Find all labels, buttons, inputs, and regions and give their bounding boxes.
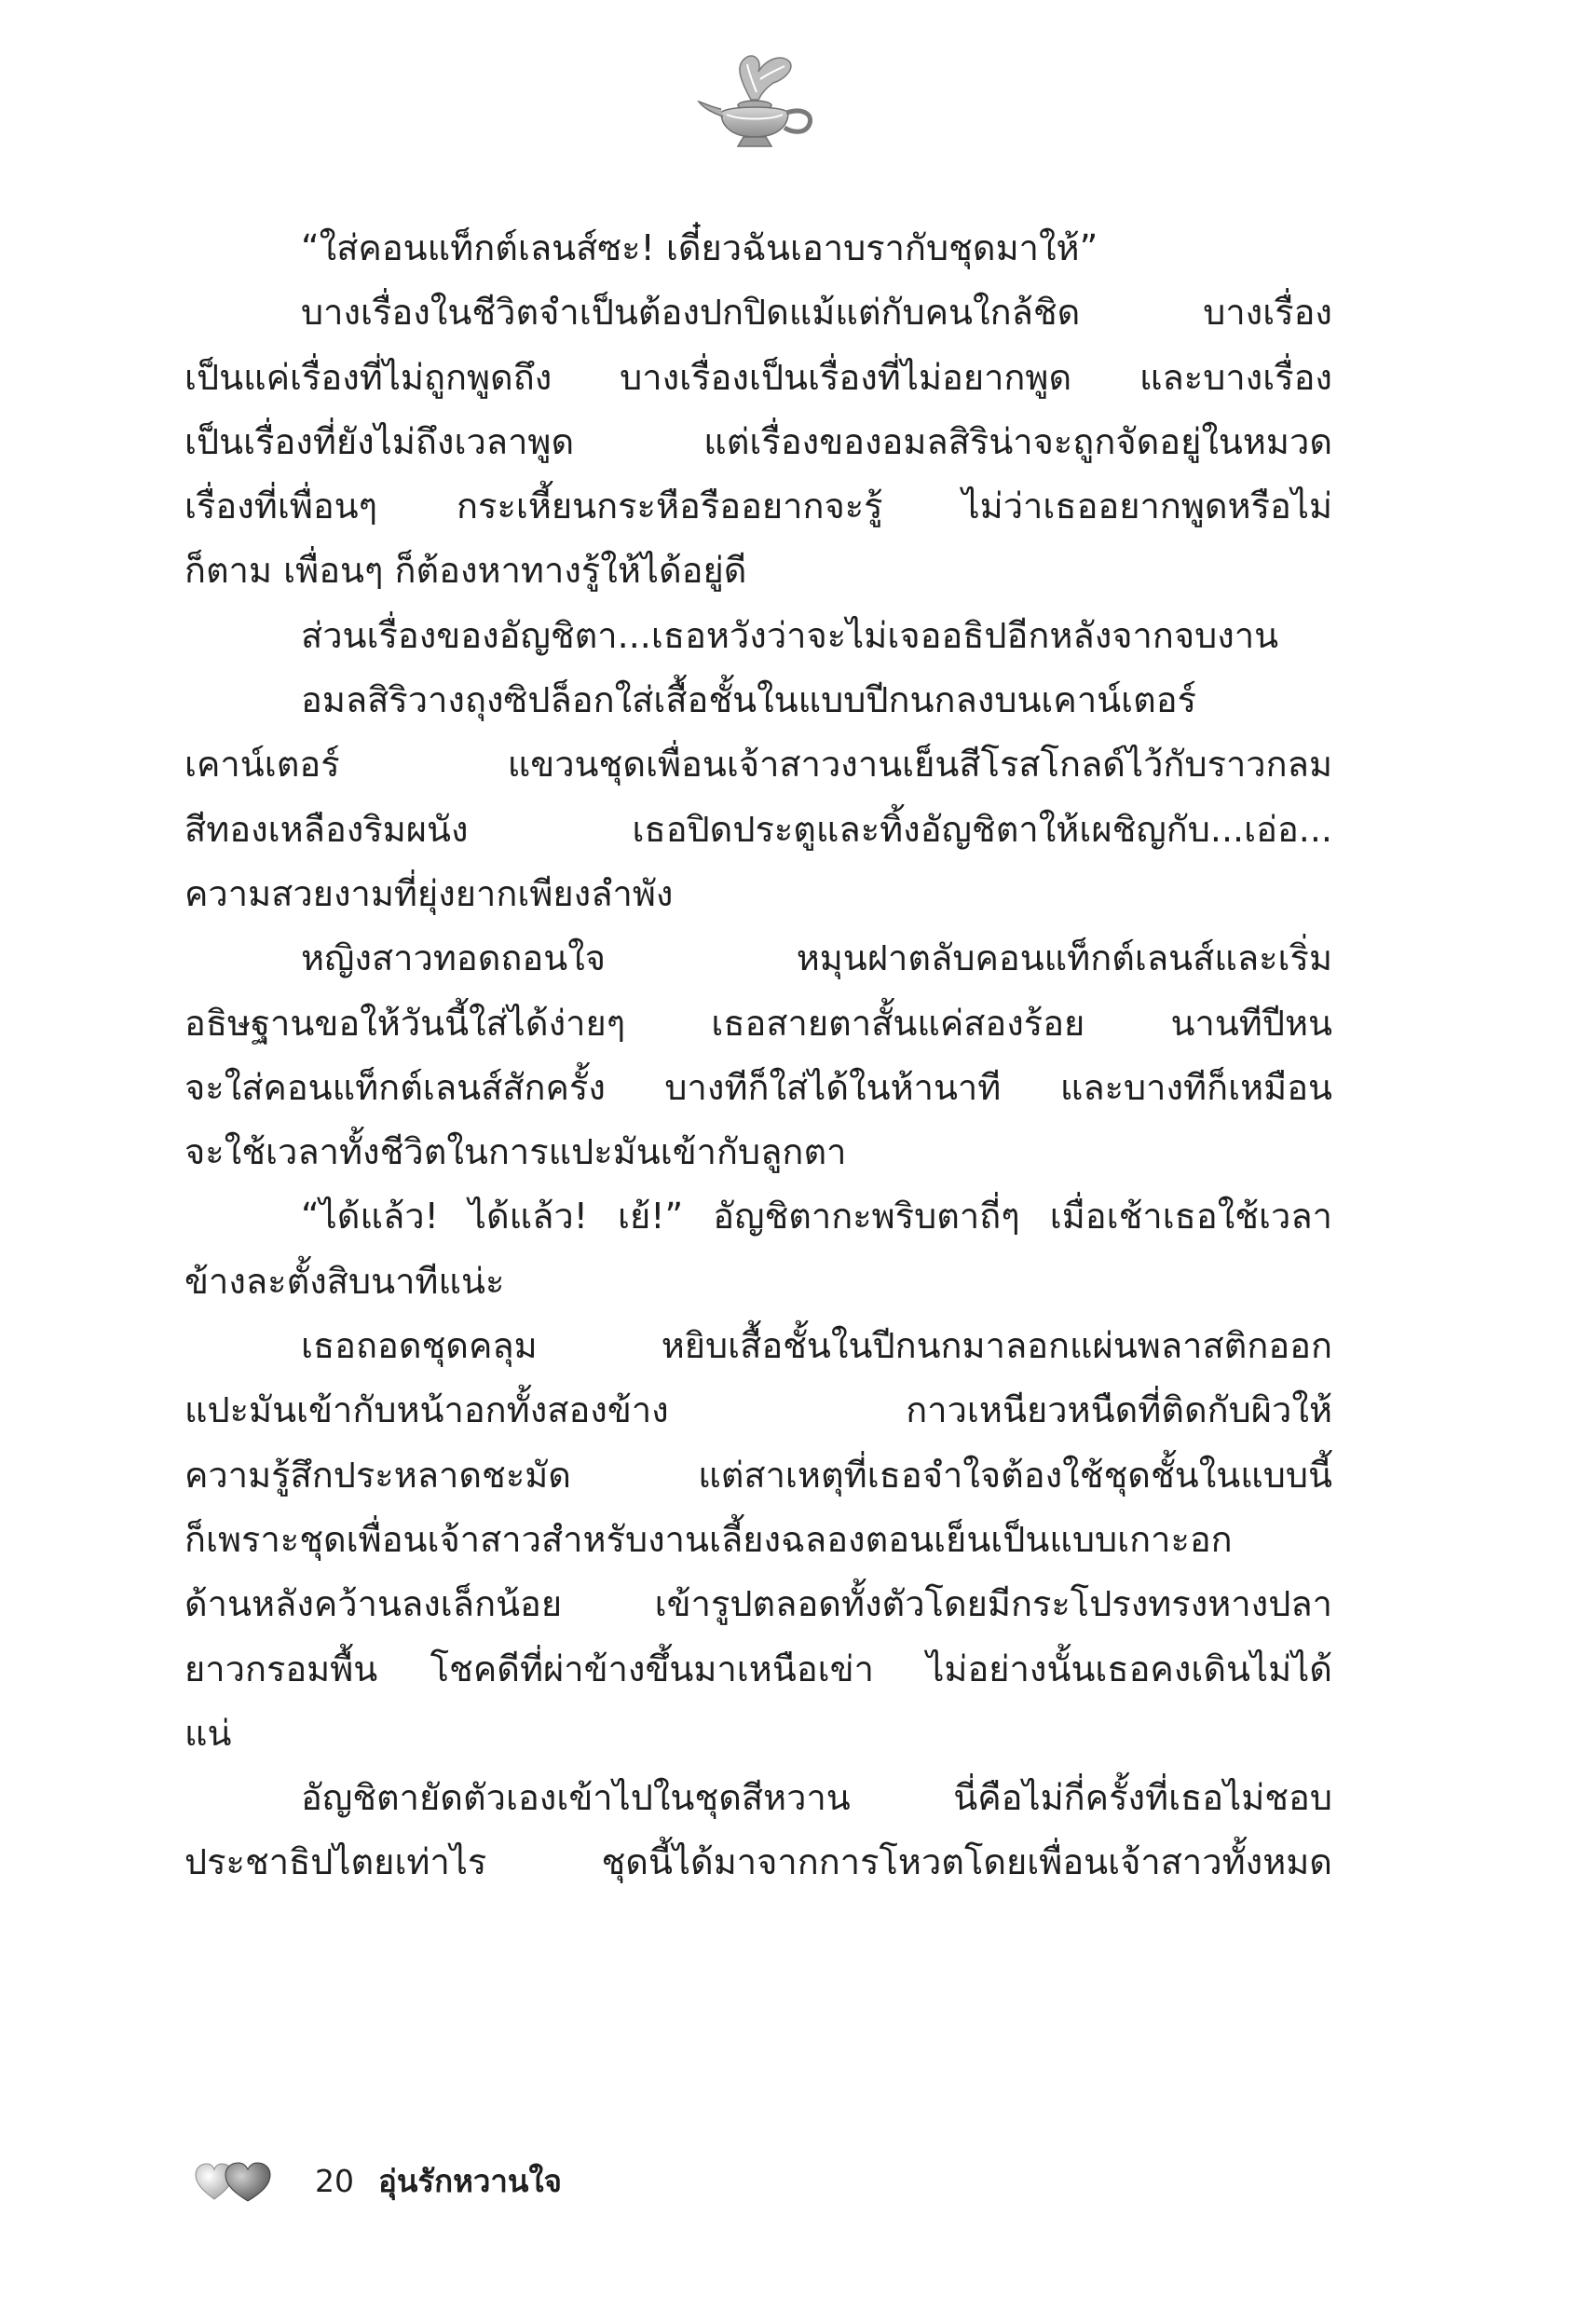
text-line: อธิษฐานขอให้วันนี้ใส่ได้ง่ายๆ เธอสายตาสั้นแค่สองร้อย นานทีปีหน bbox=[184, 1002, 1332, 1044]
text-line: ความรู้สึกประหลาดชะมัด แต่สาเหตุที่เธอจำใจต้องใช้ชุดชั้นในแบบนี้ bbox=[184, 1454, 1332, 1496]
text-line: เป็นเรื่องที่ยังไม่ถึงเวลาพูด แต่เรื่องของอมลสิริน่าจะถูกจัดอยู่ในหมวด bbox=[184, 420, 1332, 462]
text-line: ก็ตาม เพื่อนๆ ก็ต้องหาทางรู้ให้ได้อยู่ดี bbox=[184, 550, 747, 592]
text-line: เป็นแค่เรื่องที่ไม่ถูกพูดถึง บางเรื่องเป็นเรื่องที่ไม่อยากพูด และบางเรื่อง bbox=[184, 356, 1332, 398]
text-line: สีทองเหลืองริมผนัง เธอปิดประตูและทิ้งอัญชิตาให้เผชิญกับ...เอ่อ... bbox=[184, 808, 1332, 850]
text-line: อมลสิริวางถุงซิปล็อกใส่เสื้อชั้นในแบบปีกนกลงบนเคาน์เตอร์ bbox=[301, 679, 1197, 721]
text-line: ประชาธิปไตยเท่าไร ชุดนี้ได้มาจากการโหวตโดยเพื่อนเจ้าสาวทั้งหมด bbox=[184, 1841, 1332, 1883]
text-line: เรื่องที่เพื่อนๆ กระเหี้ยนกระหือรืออยากจะรู้ ไม่ว่าเธออยากพูดหรือไม่ bbox=[184, 485, 1332, 527]
page-footer bbox=[194, 2158, 753, 2205]
page-number: 20 bbox=[315, 2163, 354, 2199]
text-line: “ได้แล้ว! ได้แล้ว! เย้!” อัญชิตากะพริบตาถี่ๆ เมื่อเช้าเธอใช้เวลา bbox=[301, 1196, 1332, 1238]
text-line: ด้านหลังคว้านลงเล็กน้อย เข้ารูปตลอดทั้งตัวโดยมีกระโปรงทรงหางปลา bbox=[184, 1583, 1332, 1625]
text-line: อัญชิตายัดตัวเองเข้าไปในชุดสีหวาน นี่คือไม่กี่ครั้งที่เธอไม่ชอบ bbox=[301, 1777, 1332, 1819]
text-line: “ใส่คอนแท็กต์เลนส์ซะ! เดี๋ยวฉันเอาบรากับชุดมาให้” bbox=[301, 227, 1098, 268]
text-line: ข้างละตั้งสิบนาทีแน่ะ bbox=[184, 1260, 505, 1302]
text-line: ยาวกรอมพื้น โชคดีที่ผ่าข้างขึ้นมาเหนือเข่า ไม่อย่างนั้นเธอคงเดินไม่ได้ bbox=[184, 1648, 1332, 1689]
hearts-icon bbox=[194, 2162, 276, 2203]
text-line: เคาน์เตอร์ แขวนชุดเพื่อนเจ้าสาวงานเย็นสีโรสโกลด์ไว้กับราวกลม bbox=[184, 744, 1332, 786]
text-line: แปะมันเข้ากับหน้าอกทั้งสองข้าง กาวเหนียวหนืดที่ติดกับผิวให้ bbox=[184, 1389, 1332, 1431]
text-line: หญิงสาวทอดถอนใจ หมุนฝาตลับคอนแท็กต์เลนส์และเริ่ม bbox=[301, 937, 1332, 979]
cupid-teapot-ornament-icon bbox=[693, 51, 824, 152]
text-line: แน่ bbox=[184, 1712, 232, 1754]
book-title: อุ่นรักหวานใจ bbox=[378, 2163, 562, 2199]
text-line: บางเรื่องในชีวิตจำเป็นต้องปกปิดแม้แต่กับคนใกล้ชิด บางเรื่อง bbox=[301, 292, 1332, 334]
text-line: เธอถอดชุดคลุม หยิบเสื้อชั้นในปีกนกมาลอกแผ่นพลาสติกออก bbox=[301, 1325, 1332, 1367]
text-line: ส่วนเรื่องของอัญชิตา...เธอหวังว่าจะไม่เจออธิปอีกหลังจากจบงาน bbox=[301, 614, 1279, 656]
body-text bbox=[184, 216, 1332, 1895]
text-line: จะใส่คอนแท็กต์เลนส์สักครั้ง บางทีก็ใส่ได้ในห้านาที และบางทีก็เหมือน bbox=[184, 1066, 1332, 1108]
text-line: ความสวยงามที่ยุ่งยากเพียงลำพัง bbox=[184, 872, 674, 914]
text-line: จะใช้เวลาทั้งชีวิตในการแปะมันเข้ากับลูกตา bbox=[184, 1131, 847, 1173]
text-line: ก็เพราะชุดเพื่อนเจ้าสาวสำหรับงานเลี้ยงฉลองตอนเย็นเป็นแบบเกาะอก bbox=[184, 1518, 1233, 1560]
